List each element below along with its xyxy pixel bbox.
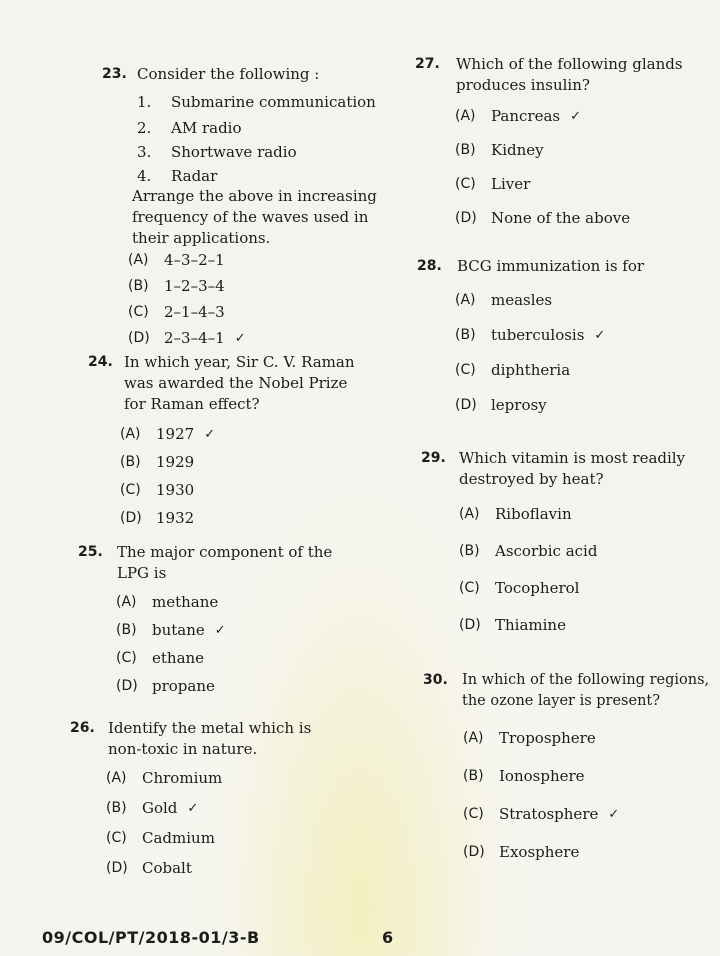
list-item: 4. Radar bbox=[137, 167, 218, 185]
option-b[interactable]: (B) Gold ✓ bbox=[106, 798, 346, 828]
option-a[interactable]: (A) Riboflavin bbox=[459, 505, 572, 523]
option-a[interactable]: (A) 1927 ✓ bbox=[120, 424, 360, 452]
question-text: Consider the following : bbox=[137, 65, 320, 83]
option-b[interactable]: (B) butane ✓ bbox=[116, 620, 356, 648]
option-b[interactable]: (B) 1929 bbox=[120, 453, 195, 471]
question-number: 25. bbox=[78, 544, 103, 560]
question-text: produces insulin? bbox=[456, 76, 590, 94]
option-c[interactable]: (C) 2–1–4–3 bbox=[128, 303, 225, 321]
question-text: destroyed by heat? bbox=[459, 470, 604, 488]
page-number: 6 bbox=[382, 928, 394, 947]
question-text: for Raman effect? bbox=[124, 395, 260, 413]
question-number: 27. bbox=[415, 56, 440, 72]
question-number: 23. bbox=[102, 66, 127, 82]
option-c[interactable]: (C) diphtheria bbox=[455, 361, 571, 379]
option-d[interactable]: (D) Cobalt bbox=[106, 859, 192, 877]
option-d[interactable]: (D) Thiamine bbox=[459, 616, 566, 634]
question-number: 26. bbox=[70, 720, 95, 736]
tick-mark-icon: ✓ bbox=[234, 331, 246, 346]
option-a[interactable]: (A) methane bbox=[116, 593, 219, 611]
question-text: their applications. bbox=[132, 229, 271, 247]
option-d[interactable]: (D) None of the above bbox=[455, 209, 631, 227]
option-c[interactable]: (C) Liver bbox=[455, 175, 531, 193]
option-c[interactable]: (C) Cadmium bbox=[106, 829, 215, 847]
option-a[interactable]: (A) measles bbox=[455, 291, 553, 309]
question-text: the ozone layer is present? bbox=[462, 693, 661, 709]
list-item: 1. Submarine communication bbox=[137, 93, 376, 111]
list-item: 2. AM radio bbox=[137, 119, 242, 137]
option-c[interactable]: (C) Tocopherol bbox=[459, 579, 580, 597]
question-number: 29. bbox=[421, 450, 446, 466]
option-b[interactable]: (B) Ionosphere bbox=[463, 767, 585, 785]
tick-mark-icon: ✓ bbox=[594, 328, 606, 343]
option-c[interactable]: (C) Stratosphere ✓ bbox=[463, 804, 713, 842]
paper-code: 09/COL/PT/2018-01/3-B bbox=[42, 928, 260, 947]
option-a[interactable]: (A) 4–3–2–1 bbox=[128, 251, 225, 269]
option-d[interactable]: (D) leprosy bbox=[455, 396, 547, 414]
question-text: LPG is bbox=[117, 564, 167, 582]
option-c[interactable]: (C) 1930 bbox=[120, 481, 195, 499]
option-b[interactable]: (B) Ascorbic acid bbox=[459, 542, 598, 560]
question-text: In which of the following regions, bbox=[462, 672, 710, 688]
option-d[interactable]: (D) propane bbox=[116, 677, 215, 695]
question-text: In which year, Sir C. V. Raman bbox=[124, 353, 355, 371]
tick-mark-icon: ✓ bbox=[187, 801, 199, 816]
option-b[interactable]: (B) Kidney bbox=[455, 141, 544, 159]
question-number: 28. bbox=[417, 258, 442, 274]
tick-mark-icon: ✓ bbox=[608, 807, 620, 822]
tick-mark-icon: ✓ bbox=[214, 623, 226, 638]
option-d[interactable]: (D) Exosphere bbox=[463, 843, 580, 861]
list-item: 3. Shortwave radio bbox=[137, 143, 297, 161]
question-text: The major component of the bbox=[117, 543, 333, 561]
question-text: was awarded the Nobel Prize bbox=[124, 374, 348, 392]
option-a[interactable]: (A) Troposphere bbox=[463, 729, 596, 747]
question-text: Identify the metal which is bbox=[108, 719, 312, 737]
option-d[interactable]: (D) 1932 bbox=[120, 509, 195, 527]
tick-mark-icon: ✓ bbox=[204, 427, 216, 442]
question-text: Which of the following glands bbox=[456, 55, 683, 73]
option-a[interactable]: (A) Chromium bbox=[106, 769, 223, 787]
question-text: BCG immunization is for bbox=[457, 257, 645, 275]
question-text: non-toxic in nature. bbox=[108, 740, 258, 758]
option-d[interactable]: (D) 2–3–4–1 ✓ bbox=[128, 328, 368, 354]
question-text: Which vitamin is most readily bbox=[459, 449, 686, 467]
question-number: 30. bbox=[423, 672, 448, 688]
question-text: frequency of the waves used in bbox=[132, 208, 369, 226]
option-b[interactable]: (B) 1–2–3–4 bbox=[128, 277, 225, 295]
question-text: Arrange the above in increasing bbox=[132, 187, 377, 205]
question-number: 24. bbox=[88, 354, 113, 370]
option-c[interactable]: (C) ethane bbox=[116, 649, 205, 667]
tick-mark-icon: ✓ bbox=[570, 109, 582, 124]
option-b[interactable]: (B) tuberculosis ✓ bbox=[455, 325, 705, 360]
option-a[interactable]: (A) Pancreas ✓ bbox=[455, 106, 705, 140]
